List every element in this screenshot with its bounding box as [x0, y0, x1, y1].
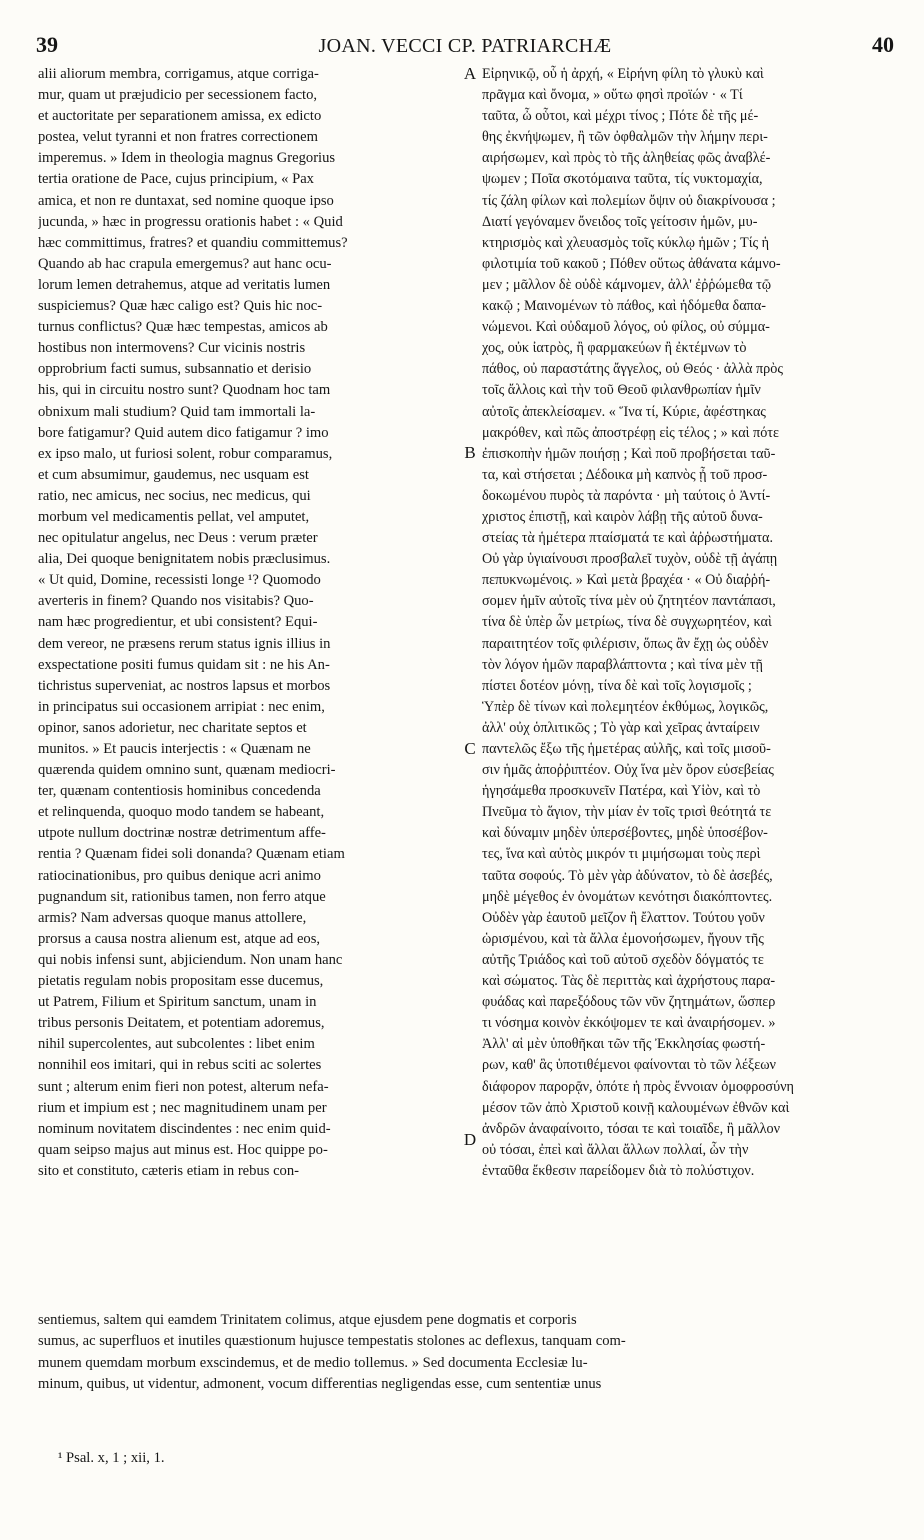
text-line: σιν ἡμᾶς ἀποῤῥιπτέον. Οὐχ ἵνα μὲν ὅρον εὐσεβείας: [482, 762, 774, 779]
text-line: τες, ἵνα καὶ αὐτὸς μικρόν τι μιμήσωμαι τοὺς περὶ: [482, 846, 761, 863]
text-line: μηδὲ μέγεθος ἐν ὀνομάτων κενότησι διακόπτοντες.: [482, 888, 773, 905]
text-line: αιρήσωμεν, καὶ πρὸς τὸ τῆς ἀληθείας φῶς ἀναβλέ-: [482, 150, 771, 167]
text-line: χος, οὐκ ἰατρὸς, ἢ φαρμακεύων ἢ ἐκτέμνων τὸ: [482, 340, 747, 357]
text-line: ratiocinationibus, pro quibus denique acri animo: [38, 867, 321, 884]
text-line: τοῖς ἄλλοις καὶ τὴν τοῦ Θεοῦ φιλανθρωπίαν ἡμῖν: [482, 382, 761, 399]
text-line: exspectatione positi fumus quidam sit : ne his An-: [38, 656, 330, 673]
text-line: ἀνδρῶν ἀναφαίνοιτο, τόσαι τε καὶ τοιαῖδε, ἢ μᾶλλον: [482, 1120, 780, 1137]
text-line: τα, καὶ στήσεται ; Δέδοικα μὴ καπνὸς ᾖ τοῦ προσ-: [482, 466, 768, 483]
text-line: utpote nullum doctrinæ nostræ detrimentum affe-: [38, 825, 326, 842]
text-line: ὡρισμένου, καὶ τὰ ἄλλα ἐμονοήσωμεν, ἤγουν τῆς: [482, 930, 764, 947]
text-line: nec opitulatur angelus, nec Deus : verum præter: [38, 530, 318, 547]
text-line: πάθος, οὐ παραστάτης ἄγγελος, οὐ Θεός · ἀλλὰ πρὸς: [482, 361, 783, 378]
text-line: Οὐ γὰρ ὑγιαίνουσι προσβαλεῖ τυχὸν, οὐδὲ τῇ ἀγάπῃ: [482, 551, 778, 568]
footnote: ¹ Psal. x, 1 ; xii, 1.: [58, 1450, 165, 1466]
text-line: τι νόσημα κοινὸν ἐκκόψομεν τε καὶ ἀναιρήσομεν. »: [482, 1015, 776, 1032]
text-line: Ἀλλ' αἱ μὲν ὑποθῆκαι τῶν τῆς Ἐκκλησίας φωστή-: [482, 1036, 766, 1053]
text-line: « Ut quid, Domine, recessisti longe ¹? Quomodo: [38, 572, 321, 589]
text-line: κτηρισμὸς καὶ χλευασμὸς τοῖς κύκλῳ ἡμῶν ; Τίς ἡ: [482, 234, 770, 251]
text-line: munem quemdam morbum exscindemus, et de medio tollemus. » Sed documenta Ecclesiæ lu-: [38, 1354, 588, 1371]
text-line: mur, quam ut præjudicio per secessionem facto,: [38, 87, 318, 104]
text-line: παραιτητέον τοῖς φιλέρισιν, ὅπως ἂν ἔχῃ ὡς οὐδὲν: [482, 635, 769, 652]
text-line: quærenda quidem omnino sunt, quænam mediocri-: [38, 762, 336, 779]
page-header: [36, 32, 894, 62]
text-line: nonnihil eos imitari, qui in rebus sciti ac solertes: [38, 1057, 322, 1074]
text-line: tertia oratione de Pace, cujus principium, « Pax: [38, 171, 314, 188]
text-line: οὐ τόσαι, ἐπεὶ καὶ ἄλλαι ἄλλων πολλαί, ὧν τὴν: [482, 1141, 749, 1158]
text-line: suspiciemus? Quæ hæc caligo est? Quis hic noc-: [38, 298, 323, 315]
text-line: Ὑπὲρ δὲ τίνων καὶ πολεμητέον ἐκθύμως, λογικῶς,: [482, 698, 769, 715]
text-line: qui nobis infensi sunt, abjiciendum. Non unam hanc: [38, 951, 343, 968]
text-line: opprobrium facti sumus, subsannatio et derisio: [38, 361, 312, 378]
text-line: Quando ab hac crapula emergemus? aut hanc ocu-: [38, 255, 332, 272]
text-line: his, qui in circuitu nostro sunt? Quodnam hoc tam: [38, 382, 331, 399]
section-marker-c: C: [464, 739, 476, 758]
text-line: jucunda, » hæc in progressu orationis habet : « Quid: [38, 213, 343, 230]
text-line: ἀλλ' οὐχ ὁπλιτικῶς ; Τὸ γὰρ καὶ χεῖρας ἀνταίρειν: [482, 719, 760, 736]
text-line: tribus personis Deitatem, et potentiam adoremus,: [38, 1015, 325, 1032]
text-line: τὸν λόγον ἡμῶν παραβλάπτοντα ; καὶ τίνα μὲν τῇ: [482, 656, 763, 673]
text-line: rium et impium est ; nec magnitudinem unam per: [38, 1099, 327, 1116]
text-line: δοκωμένου πυρὸς τὰ παρόντα · μὴ ταύτοις ὁ Ἀντί-: [482, 487, 771, 504]
text-line: Οὐδὲν γὰρ ἑαυτοῦ μεῖζον ἢ ἔλαττον. Τούτου γοῦν: [482, 909, 765, 926]
text-line: ἡγησάμεθα προσκυνεῖν Πατέρα, καὶ Υἱὸν, καὶ τὸ: [482, 783, 761, 800]
text-line: ἐπισκοπὴν ἡμῶν ποιήσῃ ; Καὶ ποῦ προβήσεται ταῦ-: [482, 445, 776, 462]
text-line: nam hæc progredientur, et ubi consistent? Equi-: [38, 614, 318, 631]
text-line: μεν ; μᾶλλον δὲ οὐδὲ κάμνομεν, ἀλλ' ἐῤῥώμεθα τῷ: [482, 276, 772, 293]
section-marker-a: A: [463, 64, 477, 83]
text-line: amica, et non re duntaxat, sed nomine quoque ipso: [38, 192, 334, 209]
text-line: bore fatigamur? Quid autem dico fatigamur ? imo: [38, 424, 329, 441]
text-line: τίς ζάλη φίλων καὶ πολεμίων ὄψιν οὐ διακρίνουσα ;: [482, 192, 776, 209]
text-line: armis? Nam adversas quoque manus attollere,: [38, 909, 307, 926]
text-line: ut Patrem, Filium et Spiritum sanctum, unam in: [38, 994, 317, 1011]
text-line: κακῷ ; Μαινομένων τὸ πάθος, καὶ ἡδόμεθα δαπα-: [482, 298, 766, 315]
text-line: πίστει δοτέον μόνῃ, τίνα δὲ καὶ τοῖς λογισμοῖς ;: [482, 677, 752, 694]
text-line: tichristus superveniat, ac nostros lapsus et morbos: [38, 677, 331, 694]
section-marker-b: B: [464, 443, 476, 462]
text-line: διάφορον παρορᾷν, ὁπότε ἡ πρὸς ἔννοιαν ὁμοφροσύνη: [482, 1078, 794, 1095]
text-line: ex ipso malo, ut furiosi solent, robur comparamus,: [38, 445, 333, 462]
text-line: hæc committimus, fratres? et quandiu committemus?: [38, 234, 348, 251]
text-line: μακρόθεν, καὶ πῶς ἀποστρέφῃ εἰς τέλος ; » καὶ πότε: [482, 424, 779, 441]
text-line: πρᾶγμα καὶ ὄνομα, » οὕτω φησὶ προϊών · « Τί: [482, 87, 743, 104]
text-line: σομεν ἡμῖν αὐτοῖς τίνα μὲν οὐ ζητητέον παντάπασι,: [482, 593, 776, 610]
text-line: καὶ δύναμιν μηδὲν ὑπερσέβοντες, μηδὲ ὑποσέβον-: [482, 825, 768, 842]
text-line: morbum vel medicamentis pellat, vel amputet,: [38, 508, 310, 525]
text-line: νώμενοι. Καὶ οὐδαμοῦ λόγος, οὐ φίλος, οὐ σύμμα-: [482, 319, 770, 336]
text-line: αὐτοῖς ἀπεκλείσαμεν. « Ἵνα τί, Κύριε, ἀφέστηκας: [482, 403, 766, 420]
page-number-left: 39: [36, 32, 58, 57]
full-width-text: [38, 1310, 894, 1396]
latin-column: [38, 64, 458, 1182]
text-line: imperemus. » Idem in theologia magnus Gregorius: [38, 150, 336, 167]
text-line: alii aliorum membra, corrigamus, atque corriga-: [38, 66, 319, 82]
text-line: nominum novitatem discindentes : nec enim quid-: [38, 1120, 331, 1137]
text-line: alia, Dei quoque benignitatem nobis præclusimus.: [38, 551, 331, 568]
text-line: καὶ σώματος. Τὰς δὲ περιττὰς καὶ ἀχρήστους παρα-: [482, 973, 776, 990]
text-line: θης ἐκνήψωμεν, ἢ τῶν ὀφθαλμῶν τὴν λήμην περι-: [482, 129, 768, 146]
text-line: ψωμεν ; Ποῖα σκοτόμαινα ταῦτα, τίς νυκτομαχία,: [482, 171, 763, 188]
text-line: turnus conflictus? Quæ hæc tempestas, amicos ab: [38, 319, 328, 336]
text-line: dem vereor, ne præsens rerum status ignis illius in: [38, 635, 331, 652]
text-line: et relinquenda, quoquo modo tandem se habeant,: [38, 804, 325, 821]
text-line: ratio, nec amicus, nec socius, nec medicus, qui: [38, 487, 311, 504]
text-line: χριστος ἐπιστῇ, καὶ καιρὸν λάβῃ τῆς αὐτοῦ δυνα-: [482, 508, 763, 525]
text-line: minum, quibus, ut videntur, admonent, vocum differentias negligendas esse, cum sententiæ unus: [38, 1376, 602, 1393]
text-line: quam seipso majus aut minus est. Hoc quippe po-: [38, 1141, 328, 1158]
text-line: obnixum mali studium? Quid tam immortali la-: [38, 403, 316, 420]
text-line: lorum lemen detrahemus, atque ad veritatis lumen: [38, 276, 331, 293]
text-line: ter, quænam contentiosis hominibus concedenda: [38, 783, 321, 800]
text-line: nihil supercolentes, aut subcolentes : libet enim: [38, 1036, 315, 1053]
text-line: sentiemus, saltem qui eamdem Trinitatem colimus, atque ejusdem pene dogmatis et corporis: [38, 1312, 577, 1328]
text-line: πεπυκνωμένοις. » Καὶ μετὰ βραχέα · « Οὐ διαῤῥή-: [482, 572, 771, 589]
text-line: opinor, sanos adorietur, nec charitate septos et: [38, 719, 307, 736]
text-line: Εἰρηνικῷ, οὗ ἡ ἀρχή, « Εἰρήνη φίλη τὸ γλυκὺ καὶ: [482, 66, 764, 82]
text-line: στείας τὰ ἡμέτερα πταίσματά τε καὶ ἀῤῥωστήματα.: [482, 530, 774, 547]
text-line: averteris in finem? Quando nos visitabis? Quo-: [38, 593, 314, 610]
text-line: pugnandum sit, rationibus tamen, non ferro atque: [38, 888, 326, 905]
text-line: postea, velut tyranni et non fratres correctionem: [38, 129, 319, 146]
running-title: JOAN. VECCI CP. PATRIARCHÆ: [318, 35, 612, 57]
text-line: hostibus non intermovens? Cur vicinis nostris: [38, 340, 306, 357]
text-line: Πνεῦμα τὸ ἅγιον, τὴν μίαν ἐν τοῖς τρισὶ θεότητά τε: [482, 804, 772, 821]
text-line: rentia ? Quænam fidei soli donanda? Quænam etiam: [38, 846, 345, 863]
page-number-right: 40: [872, 32, 894, 57]
text-line: et cum absumimur, gaudemus, nec usquam est: [38, 466, 309, 483]
text-line: munitos. » Et paucis interjectis : « Quænam ne: [38, 741, 311, 757]
text-line: in principatus sui occasionem arripiat : nec enim,: [38, 698, 325, 715]
text-line: pietatis regulam nobis propositam esse ducemus,: [38, 973, 324, 990]
text-line: φιλοτιμία τοῦ κακοῦ ; Πόθεν οὕτως ἀθάνατα κάμνο-: [482, 255, 781, 272]
text-line: αὐτῆς Τριάδος καὶ τοῦ αὐτοῦ σχεδὸν δόγματός τε: [482, 951, 764, 968]
text-line: τίνα δὲ ὑπὲρ ὧν μετρίως, τίνα δὲ συγχωρητέον, καὶ: [482, 614, 772, 631]
section-marker-d: D: [463, 1130, 477, 1149]
text-line: prorsus a causa nostra alienum est, atque ad eos,: [38, 930, 321, 947]
text-line: μέσον τῶν ἀπὸ Χριστοῦ κοινῇ καλουμένων ἐθνῶν καὶ: [482, 1099, 790, 1116]
text-line: sunt ; alterum enim fieri non potest, alterum nefa-: [38, 1078, 329, 1095]
text-line: et auctoritate per separationem amissa, ex edicto: [38, 108, 322, 125]
text-line: sumus, ac superfluos et inutiles quæstionum hujusce tempestatis stolones ac deflexus, tanquam com-: [38, 1333, 626, 1350]
text-line: παντελῶς ἔξω τῆς ἡμετέρας αὐλῆς, καὶ τοῖς μισοῦ-: [482, 741, 771, 757]
greek-column: [482, 64, 894, 1182]
text-line: ἐνταῦθα ἔκθεσιν παρείδομεν διὰ τὸ πολύστιχον.: [482, 1162, 755, 1179]
text-line: ταῦτα σοφούς. Τὸ μὲν γὰρ ἀδύνατον, τὸ δὲ ἀσεβές,: [482, 867, 773, 884]
text-line: ρων, καθ' ἃς ὑποτιθέμενοι φαίνονται τὸ τῶν λέξεων: [482, 1057, 776, 1074]
text-line: Διατί γεγόναμεν ὄνειδος τοῖς γείτοσιν ἡμῶν, μυ-: [482, 213, 758, 230]
text-line: sito et constituto, cæteris etiam in rebus con-: [38, 1162, 300, 1179]
text-line: φυάδας καὶ παρεξόδους τῶν νῦν ζητημάτων, ὥσπερ: [482, 994, 776, 1011]
text-line: ταῦτα, ὦ οὗτοι, καὶ μέχρι τίνος ; Πότε δὲ τῆς μέ-: [482, 108, 759, 125]
